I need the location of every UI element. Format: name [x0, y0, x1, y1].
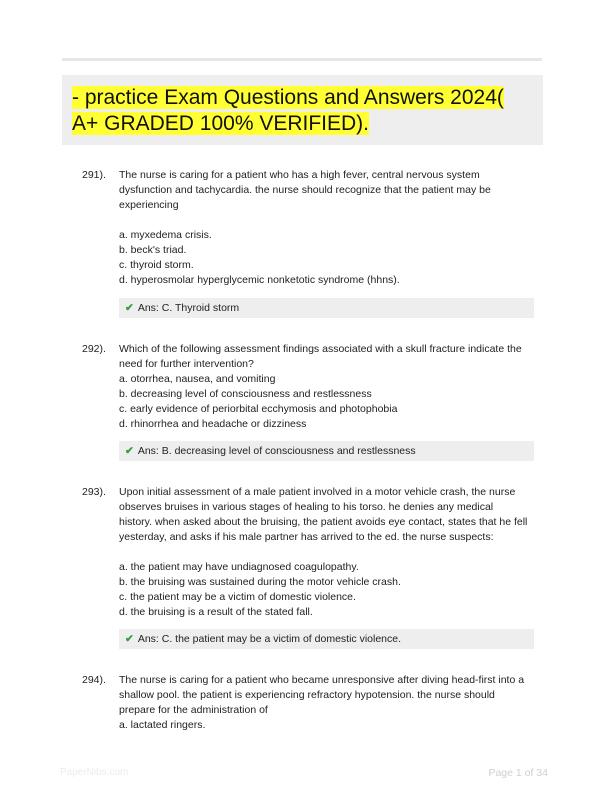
option-a: a. otorrhea, nausea, and vomiting — [119, 373, 276, 385]
question-number: 294). — [82, 674, 106, 686]
stem-line: The nurse is caring for a patient who has a high fever, central nervous system — [119, 169, 480, 181]
option-b: b. the bruising was sustained during the motor vehicle crash. — [119, 576, 401, 588]
page-number: Page 1 of 34 — [488, 767, 548, 779]
checkmark-icon: ✔ — [125, 302, 134, 314]
option-a: a. myxedema crisis. — [119, 229, 212, 241]
option-d: d. hyperosmolar hyperglycemic nonketotic syndrome (hhns). — [119, 274, 400, 286]
option-b: b. beck's triad. — [119, 244, 187, 256]
option-a: a. lactated ringers. — [119, 719, 206, 731]
title-banner — [62, 75, 543, 145]
stem-line: prepare for the administration of — [119, 704, 268, 716]
option-c: c. early evidence of periorbital ecchymosis and photophobia — [119, 403, 398, 415]
question-body — [119, 168, 539, 288]
answer-text: Ans: C. Thyroid storm — [137, 302, 240, 314]
question-number: 293). — [82, 486, 106, 498]
question-body — [119, 342, 539, 432]
stem-line: Upon initial assessment of a male patient involved in a motor vehicle crash, the nurse — [119, 486, 516, 498]
answer-box-291 — [119, 298, 534, 318]
title-line-2: A+ GRADED 100% VERIFIED). — [72, 112, 370, 135]
option-a: a. the patient may have undiagnosed coagulopathy. — [119, 561, 359, 573]
option-d: d. rhinorrhea and headache or dizziness — [119, 418, 307, 430]
question-number: 291). — [82, 169, 106, 181]
option-b: b. decreasing level of consciousness and restlessness — [119, 388, 372, 400]
stem-line: experiencing — [119, 199, 179, 211]
answer-text: Ans: B. decreasing level of consciousness and restlessness — [137, 445, 416, 457]
stem-line: yesterday, and asks if his male partner has arrived to the ed. the nurse suspects: — [119, 531, 494, 543]
checkmark-icon: ✔ — [125, 633, 134, 645]
top-divider — [62, 58, 542, 61]
stem-line: The nurse is caring for a patient who became unresponsive after diving head-first into a — [119, 674, 525, 686]
stem-line: dysfunction and tachycardia. the nurse should recognize that the patient may be — [119, 184, 491, 196]
title-line-1: - practice Exam Questions and Answers 2024( — [72, 86, 504, 109]
question-body — [119, 673, 539, 733]
stem-line: Which of the following assessment findings associated with a skull fracture indicate the — [119, 343, 522, 355]
option-c: c. the patient may be a victim of domestic violence. — [119, 591, 356, 603]
answer-text: Ans: C. the patient may be a victim of domestic violence. — [137, 633, 402, 645]
question-body — [119, 485, 539, 620]
stem-line: shallow pool. the patient is experiencing refractory hypotension. the nurse should — [119, 689, 495, 701]
footer-site: PaperNibs.com — [60, 767, 129, 778]
question-number: 292). — [82, 343, 106, 355]
stem-line: observes bruises in various stages of healing to his torso. he denies any medical — [119, 501, 494, 513]
stem-line: history. when asked about the bruising, the patient avoids eye contact, states that he fell — [119, 516, 528, 528]
option-c: c. thyroid storm. — [119, 259, 194, 271]
page-title — [72, 85, 531, 137]
option-d: d. the bruising is a result of the stated fall. — [119, 606, 313, 618]
answer-box-292 — [119, 441, 534, 461]
checkmark-icon: ✔ — [125, 445, 134, 457]
stem-line: need for further intervention? — [119, 358, 254, 370]
answer-box-293 — [119, 629, 534, 649]
